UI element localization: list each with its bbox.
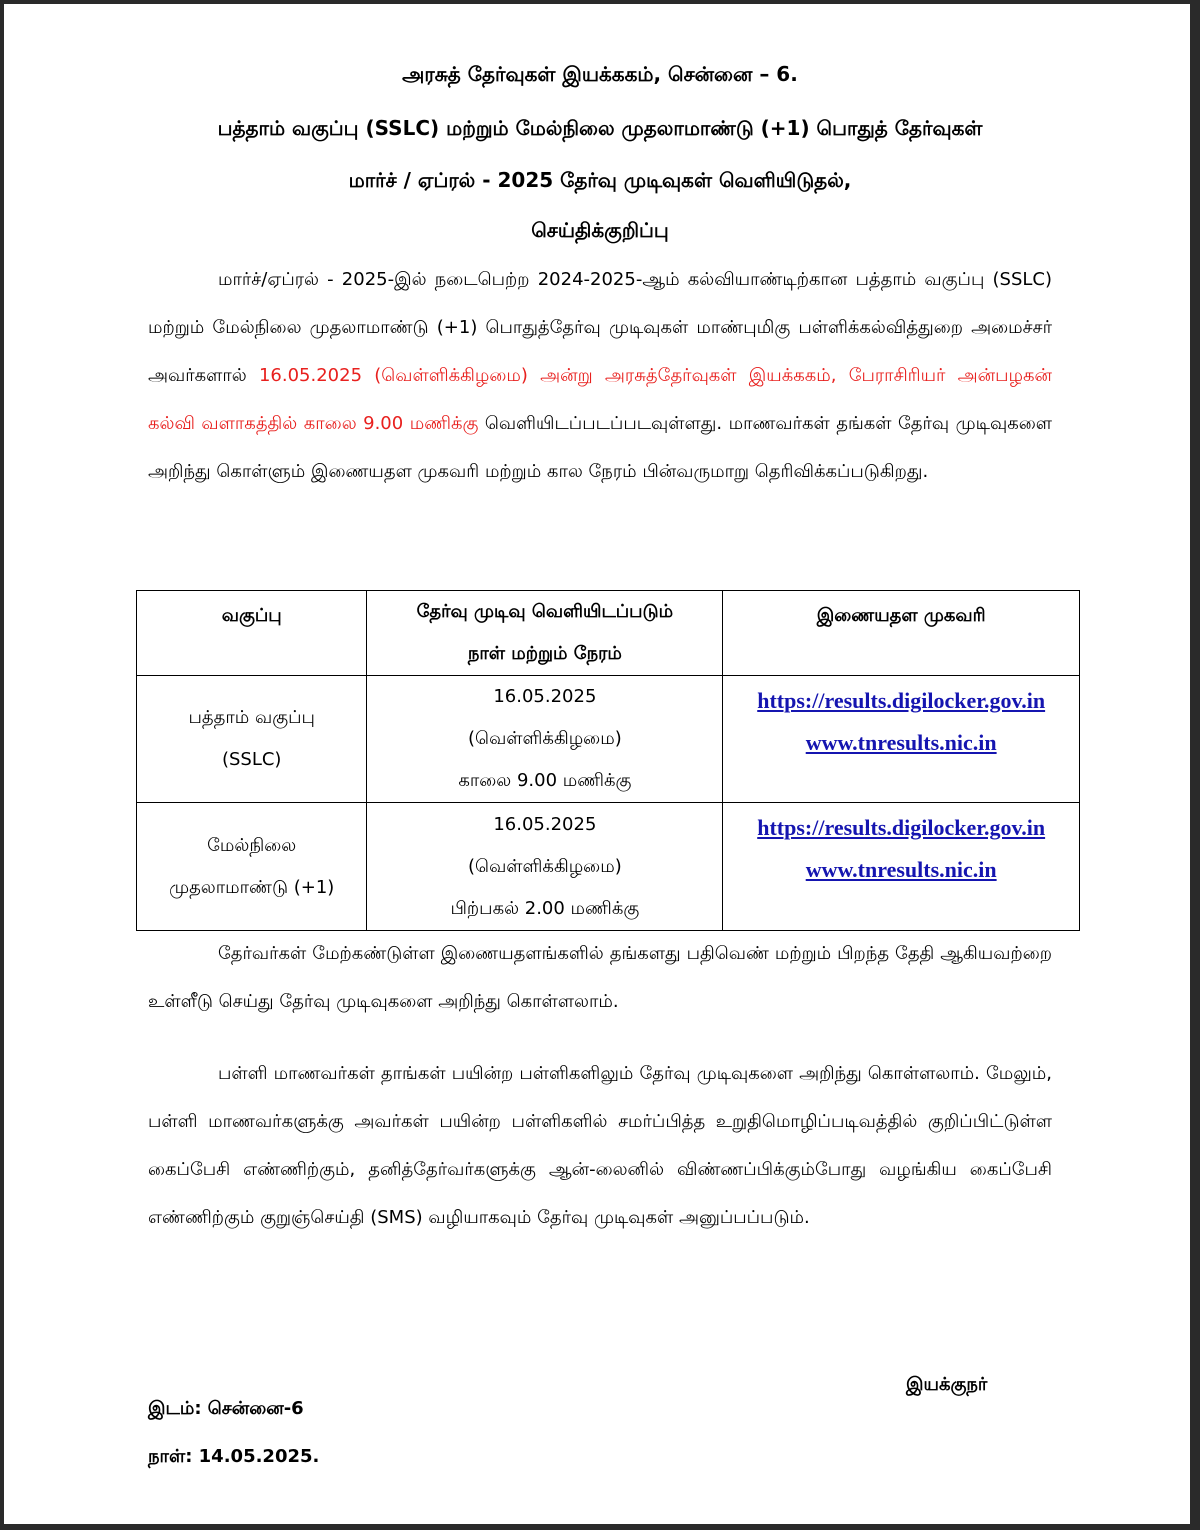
row-links bbox=[723, 803, 1080, 931]
table-row bbox=[137, 803, 1080, 931]
header-datetime-line1: தேர்வு முடிவு வெளியிடப்படும் bbox=[416, 601, 674, 622]
header-line-3: மார்ச் / ஏப்ரல் - 2025 தேர்வு முடிவுகள் வெளியிடுதல், bbox=[348, 168, 852, 192]
result-day: (வெள்ளிக்கிழமை) bbox=[468, 855, 622, 877]
row-datetime bbox=[367, 803, 723, 931]
result-date: 16.05.2025 bbox=[493, 813, 597, 835]
header-website: இணையதள முகவரி bbox=[723, 591, 1080, 676]
table-header-row bbox=[137, 591, 1080, 676]
paragraph-3 bbox=[148, 1050, 1052, 1242]
intro-text: மார்ச்/ஏப்ரல் - 2025-இல் நடைபெற்ற 2024-2025-ஆம் கல்வியாண்டிற்கான பத்தாம் வகுப்பு (SSLC) மற்றும் மேல்நிலை முதலாமாண்டு (+1) பொதுத்தேர்வு முடிவுகள் மாண்புமிகு பள்ளிக்கல்வித்துறை அமைச்சர் அவர்களால் bbox=[148, 269, 1052, 386]
header-class: வகுப்பு bbox=[137, 591, 367, 676]
intro-highlight: 16.05.2025 (வெள்ளிக்கிழமை) அன்று அரசுத்தேர்வுகள் இயக்ககம், பேராசிரியர் அன்பழகன் கல்வி வளாகத்தில் காலை 9.00 மணிக்கு bbox=[148, 365, 1052, 434]
paragraph-2 bbox=[148, 930, 1052, 1026]
header-datetime bbox=[367, 591, 723, 676]
header-line-1: அரசுத் தேர்வுகள் இயக்ககம், சென்னை – 6. bbox=[402, 62, 798, 86]
row-datetime bbox=[367, 676, 723, 803]
tnresults-link[interactable]: www.tnresults.nic.in bbox=[805, 730, 997, 755]
header-line-2: பத்தாம் வகுப்பு (SSLC) மற்றும் மேல்நிலை முதலாமாண்டு (+1) பொதுத் தேர்வுகள் bbox=[217, 116, 983, 140]
class-code: முதலாமாண்டு (+1) bbox=[169, 876, 335, 898]
row-class bbox=[137, 676, 367, 803]
digilocker-link[interactable]: https://results.digilocker.gov.in bbox=[757, 688, 1046, 713]
issue-date: நாள்: 14.05.2025. bbox=[148, 1446, 320, 1467]
class-name: மேல்நிலை bbox=[207, 834, 297, 856]
digilocker-link[interactable]: https://results.digilocker.gov.in bbox=[757, 815, 1046, 840]
intro-paragraph bbox=[148, 256, 1052, 496]
result-time: காலை 9.00 மணிக்கு bbox=[458, 770, 632, 791]
intro-text-end: வெளியிடப்படப்படவுள்ளது. மாணவர்கள் தங்கள் தேர்வு முடிவுகளை அறிந்து கொள்ளும் இணையதள முகவரி மற்றும் கால நேரம் பின்வருமாறு தெரிவிக்கப்படுகிறது. bbox=[148, 413, 1052, 482]
paragraph-3-text: பள்ளி மாணவர்கள் தாங்கள் பயின்ற பள்ளிகளிலும் தேர்வு முடிவுகளை அறிந்து கொள்ளலாம். மேலும், பள்ளி மாணவர்களுக்கு அவர்கள் பயின்ற பள்ளிகளில் சமர்ப்பித்த உறுதிமொழிப்படிவத்தில் குறிப்பிட்டுள்ள கைப்பேசி எண்ணிற்கும், தனித்தேர்வர்களுக்கு ஆன்-லைனில் விண்ணப்பிக்கும்போது வழங்கிய கைப்பேசி எண்ணிற்கும் குறுஞ்செய்தி (SMS) வழியாகவும் தேர்வு முடிவுகள் அனுப்பப்படும். bbox=[148, 1063, 1052, 1228]
class-name: பத்தாம் வகுப்பு bbox=[188, 707, 315, 728]
paragraph-2-text: தேர்வர்கள் மேற்கண்டுள்ள இணையதளங்களில் தங்களது பதிவெண் மற்றும் பிறந்த தேதி ஆகியவற்றை உள்ளீடு செய்து தேர்வு முடிவுகளை அறிந்து கொள்ளலாம். bbox=[148, 943, 1052, 1012]
header-datetime-line2: நாள் மற்றும் நேரம் bbox=[467, 643, 622, 664]
results-table bbox=[136, 590, 1080, 928]
result-date: 16.05.2025 bbox=[493, 686, 597, 707]
row-class bbox=[137, 803, 367, 931]
class-code: (SSLC) bbox=[221, 749, 282, 770]
row-links bbox=[723, 676, 1080, 803]
result-time: பிற்பகல் 2.00 மணிக்கு bbox=[450, 897, 640, 919]
place: இடம்: சென்னை-6 bbox=[148, 1398, 304, 1419]
signatory: இயக்குநர் bbox=[906, 1374, 988, 1395]
tnresults-link[interactable]: www.tnresults.nic.in bbox=[805, 857, 997, 882]
table-row bbox=[137, 676, 1080, 803]
result-day: (வெள்ளிக்கிழமை) bbox=[468, 728, 622, 749]
header-line-4: செய்திக்குறிப்பு bbox=[531, 218, 669, 242]
